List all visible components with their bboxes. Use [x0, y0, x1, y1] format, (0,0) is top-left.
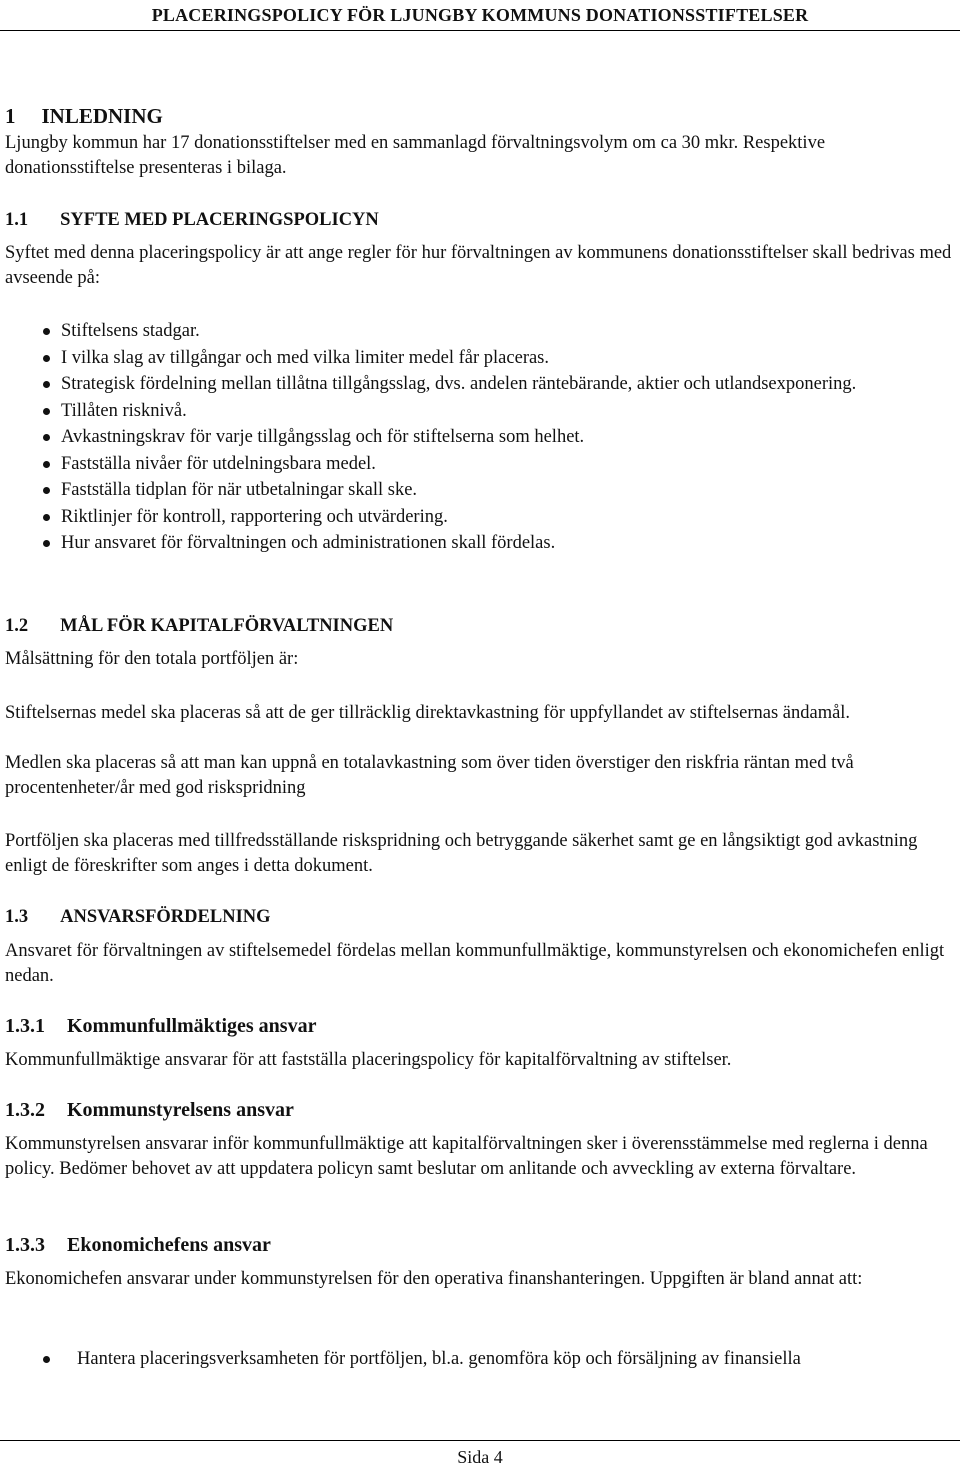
section-1-3-3-text: Ekonomichefen ansvarar under kommunstyrelsen för den operativa finanshanteringen. Uppgiften är bland annat att:	[5, 1269, 863, 1289]
section-title: SYFTE MED PLACERINGSPOLICYN	[60, 210, 379, 230]
bullet-icon	[43, 514, 50, 521]
page-number: Sida 4	[457, 1447, 503, 1467]
bullet-icon	[43, 408, 50, 415]
list-item: Avkastningskrav för varje tillgångsslag och för stiftelserna som helhet.	[37, 424, 937, 451]
list-item: Strategisk fördelning mellan tillåtna tillgångsslag, dvs. andelen räntebärande, aktier och utlandsexponering.	[37, 371, 937, 398]
list-item: Fastställa nivåer för utdelningsbara medel.	[37, 451, 937, 478]
section-1-1-heading	[5, 210, 379, 231]
list-item: Stiftelsens stadgar.	[37, 318, 937, 345]
list-item: I vilka slag av tillgångar och med vilka limiter medel får placeras.	[37, 345, 937, 372]
section-1-3-text: Ansvaret för förvaltningen av stiftelsemedel fördelas mellan kommunfullmäktige, kommunstyrelsen och ekonomichefen enligt nedan.	[5, 941, 945, 986]
bullet-icon	[43, 461, 50, 468]
section-number: 1.3.2	[5, 1099, 45, 1121]
list-item: Hantera placeringsverksamheten för portföljen, bl.a. genomföra köp och försäljning av finansiella	[37, 1346, 957, 1373]
header-title: PLACERINGSPOLICY FÖR LJUNGBY KOMMUNS DONATIONSSTIFTELSER	[151, 5, 809, 25]
section-1-3-2-heading	[5, 1099, 294, 1122]
list-item: Fastställa tidplan för när utbetalningar skall ske.	[37, 477, 937, 504]
section-number: 1.2	[5, 616, 29, 636]
section-1-3-2-text: Kommunstyrelsen ansvarar inför kommunfullmäktige att kapitalförvaltningen sker i överensstämmelse med reglerna i denna policy. Bedömer behovet av att uppdatera policyn samt beslutar om anlitande och avveckling av externa förvaltare.	[5, 1134, 928, 1179]
section-number: 1.3.1	[5, 1015, 45, 1037]
section-1-2-paragraph-3: Portföljen ska placeras med tillfredsställande riskspridning och betryggande säkerhet samt ge en långsiktigt god avkastning enligt de föreskrifter som anges i detta dokument.	[5, 831, 918, 876]
section-1-3-1-heading	[5, 1015, 316, 1038]
bullet-icon	[43, 355, 50, 362]
section-number: 1.3	[5, 907, 29, 927]
section-1-3-3-heading	[5, 1234, 271, 1257]
section-1-2-paragraph-1: Stiftelsernas medel ska placeras så att de ger tillräcklig direktavkastning för uppfyllandet av stiftelsernas ändamål.	[5, 703, 851, 723]
section-1-text: Ljungby kommun har 17 donationsstiftelser med en sammanlagd förvaltningsvolym om ca 30 mkr. Respektive donationsstiftelse presenteras i bilaga.	[5, 133, 826, 178]
section-number: 1	[5, 104, 16, 128]
page-header	[0, 0, 960, 31]
list-item: Tillåten risknivå.	[37, 398, 937, 425]
section-1-2-intro: Målsättning för den totala portföljen är:	[5, 649, 299, 669]
section-title: ANSVARSFÖRDELNING	[60, 907, 271, 927]
list-item: Hur ansvaret för förvaltningen och administrationen skall fördelas.	[37, 530, 937, 557]
bullet-icon	[43, 487, 50, 494]
section-title: Kommunfullmäktiges ansvar	[67, 1015, 317, 1037]
section-number: 1.3.3	[5, 1234, 45, 1256]
bullet-icon	[43, 434, 50, 441]
bullet-icon	[43, 1356, 50, 1363]
page-footer	[0, 1440, 960, 1469]
section-1-1-text: Syftet med denna placeringspolicy är att ange regler för hur förvaltningen av kommunens donationsstiftelser skall bedrivas med avseende på:	[5, 243, 952, 288]
bullet-icon	[43, 328, 50, 335]
section-title: INLEDNING	[41, 104, 163, 128]
purpose-list	[37, 318, 937, 557]
section-number: 1.1	[5, 210, 29, 230]
tasks-list	[37, 1346, 957, 1373]
section-title: Ekonomichefens ansvar	[67, 1234, 271, 1256]
list-item: Riktlinjer för kontroll, rapportering och utvärdering.	[37, 504, 937, 531]
bullet-icon	[43, 540, 50, 547]
section-title: MÅL FÖR KAPITALFÖRVALTNINGEN	[60, 616, 394, 636]
section-1-heading	[5, 104, 163, 129]
section-1-3-1-text: Kommunfullmäktige ansvarar för att fastställa placeringspolicy för kapitalförvaltning av stiftelser.	[5, 1050, 732, 1070]
section-1-3-heading	[5, 907, 271, 928]
bullet-icon	[43, 381, 50, 388]
section-title: Kommunstyrelsens ansvar	[67, 1099, 294, 1121]
section-1-2-heading	[5, 616, 393, 637]
section-1-2-paragraph-2: Medlen ska placeras så att man kan uppnå en totalavkastning som över tiden överstiger den riskfria räntan med två procentenheter/år med god riskspridning	[5, 753, 854, 798]
